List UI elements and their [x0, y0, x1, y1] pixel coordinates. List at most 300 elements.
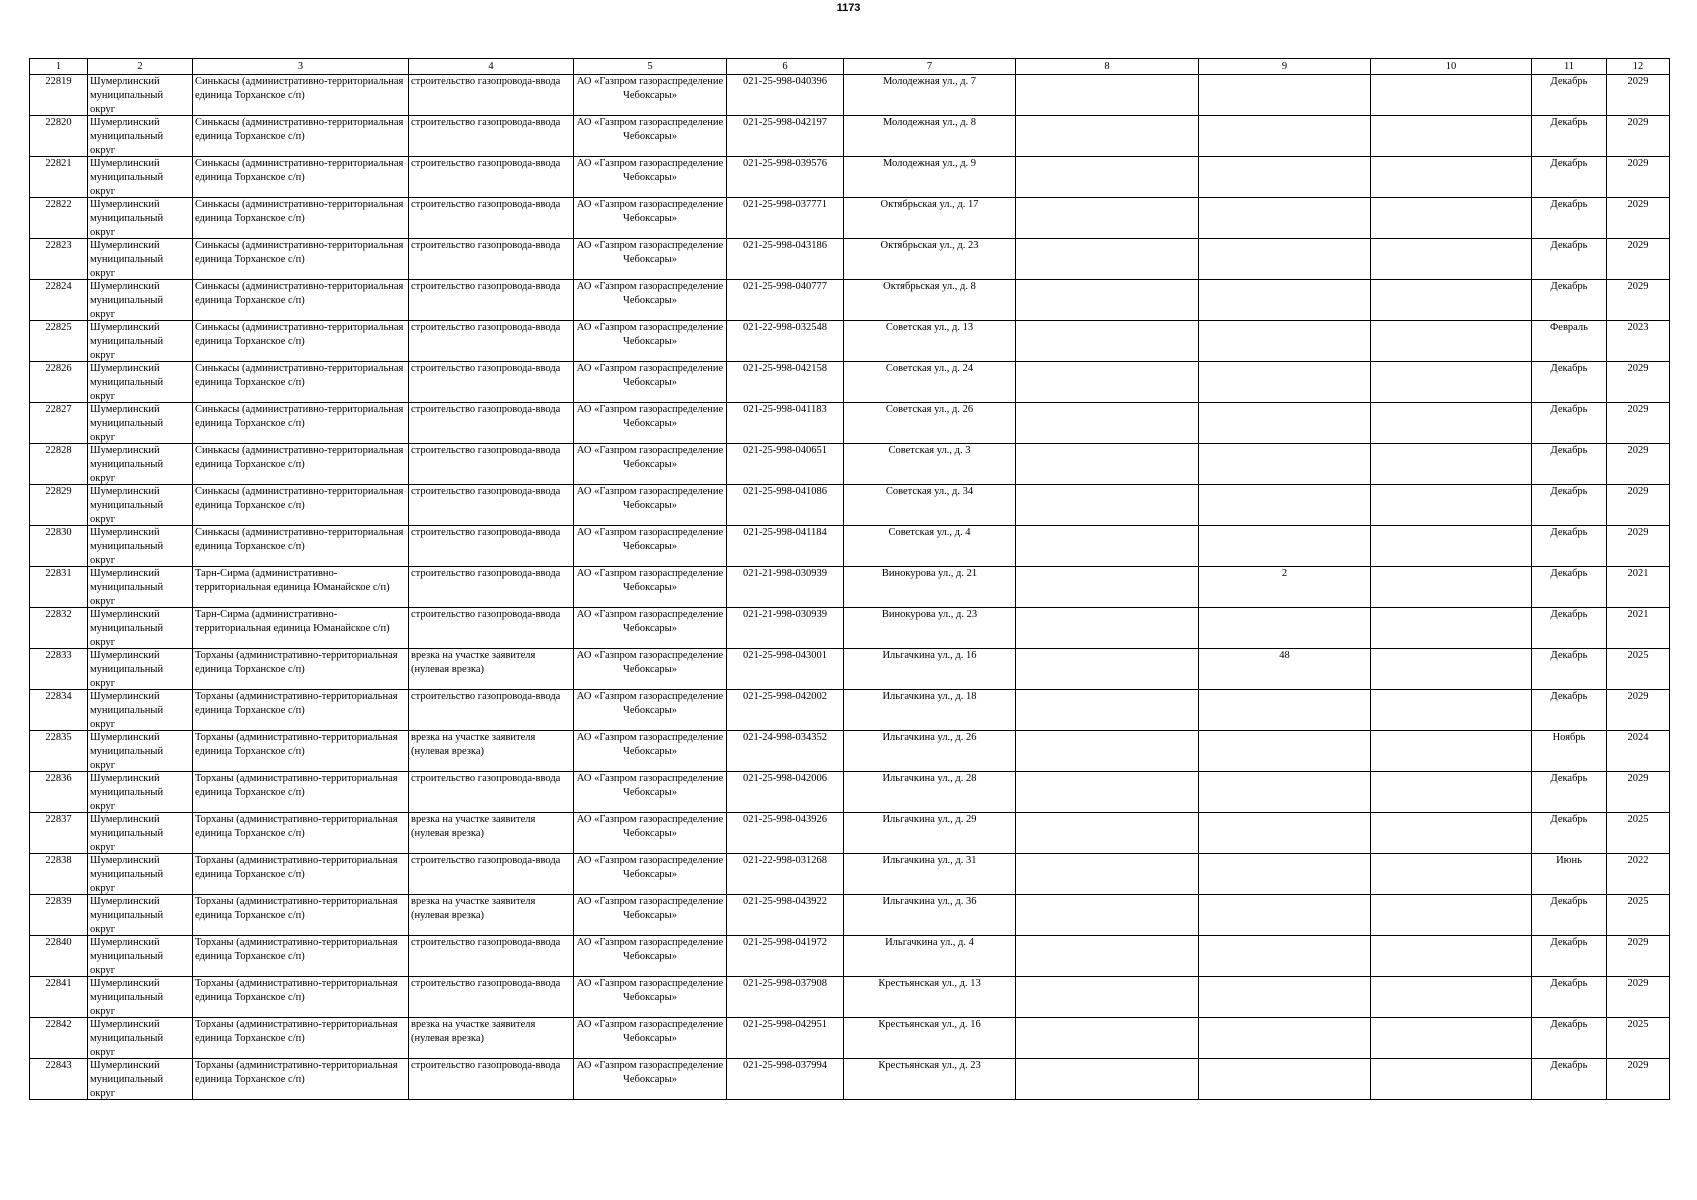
month-cell-text: Февраль [1550, 322, 1588, 333]
application-code-cell [727, 690, 844, 731]
locality-cell [193, 75, 409, 116]
row-number-text: 22820 [45, 117, 72, 128]
column-header-1: 1 [30, 59, 88, 75]
organization-cell [574, 1018, 727, 1059]
district-cell-text: Шумерлинский муниципальный округ [90, 1060, 164, 1099]
application-code-cell [727, 485, 844, 526]
work-type-cell-text: строительство газопровода-ввода [411, 199, 561, 210]
address-cell-text: Ильгачкина ул., д. 31 [882, 855, 977, 866]
locality-cell-text: Синькасы (административно-территориальная единица Торханское с/п) [195, 117, 404, 142]
district-cell-text: Шумерлинский муниципальный округ [90, 732, 164, 771]
address-cell [844, 936, 1016, 977]
address-cell-text: Ильгачкина ул., д. 16 [882, 650, 977, 661]
application-code-cell-text: 021-25-998-041972 [743, 937, 827, 948]
work-type-cell-text: строительство газопровода-ввода [411, 855, 561, 866]
table-row [30, 321, 1670, 362]
locality-cell [193, 116, 409, 157]
year-cell [1607, 444, 1670, 485]
column-9-cell [1199, 977, 1371, 1018]
address-cell [844, 567, 1016, 608]
row-number-text: 22828 [45, 445, 72, 456]
row-number-text: 22842 [45, 1019, 72, 1030]
organization-cell [574, 321, 727, 362]
locality-cell-text: Торханы (административно-территориальная единица Торханское с/п) [195, 855, 398, 880]
month-cell [1532, 649, 1607, 690]
year-cell [1607, 813, 1670, 854]
application-code-cell [727, 608, 844, 649]
month-cell-text: Декабрь [1550, 1060, 1588, 1071]
month-cell [1532, 198, 1607, 239]
row-number [30, 567, 88, 608]
address-cell [844, 1059, 1016, 1100]
row-number [30, 649, 88, 690]
district-cell-text: Шумерлинский муниципальный округ [90, 281, 164, 320]
column-9-cell [1199, 321, 1371, 362]
address-cell [844, 75, 1016, 116]
work-type-cell [409, 977, 574, 1018]
year-cell [1607, 936, 1670, 977]
work-type-cell [409, 1059, 574, 1100]
month-cell [1532, 731, 1607, 772]
year-cell-text: 2029 [1627, 978, 1649, 989]
address-cell [844, 690, 1016, 731]
year-cell [1607, 731, 1670, 772]
district-cell [88, 608, 193, 649]
row-number-text: 22836 [45, 773, 72, 784]
application-code-cell [727, 731, 844, 772]
address-cell [844, 403, 1016, 444]
locality-cell [193, 485, 409, 526]
locality-cell-text: Синькасы (административно-территориальная единица Торханское с/п) [195, 281, 404, 306]
year-cell-text: 2029 [1627, 240, 1649, 251]
address-cell [844, 116, 1016, 157]
table-row [30, 444, 1670, 485]
organization-cell-text: АО «Газпром газораспределение Чебоксары» [576, 527, 724, 552]
column-9-cell [1199, 1018, 1371, 1059]
column-8-cell [1016, 75, 1199, 116]
organization-cell-text: АО «Газпром газораспределение Чебоксары» [576, 650, 724, 675]
year-cell [1607, 239, 1670, 280]
application-code-cell [727, 198, 844, 239]
work-type-cell [409, 444, 574, 485]
application-code-cell [727, 444, 844, 485]
locality-cell [193, 731, 409, 772]
column-10-cell [1371, 608, 1532, 649]
address-cell-text: Крестьянская ул., д. 16 [878, 1019, 981, 1030]
column-9-cell [1199, 403, 1371, 444]
row-number [30, 608, 88, 649]
column-9-cell [1199, 280, 1371, 321]
organization-cell-text: АО «Газпром газораспределение Чебоксары» [576, 322, 724, 347]
column-8-cell [1016, 157, 1199, 198]
district-cell-text: Шумерлинский муниципальный округ [90, 568, 164, 607]
column-8-cell [1016, 731, 1199, 772]
column-10-cell [1371, 526, 1532, 567]
application-code-cell-text: 021-25-998-040396 [743, 76, 827, 87]
month-cell [1532, 157, 1607, 198]
address-cell-text: Крестьянская ул., д. 23 [878, 1060, 981, 1071]
district-cell-text: Шумерлинский муниципальный округ [90, 691, 164, 730]
year-cell-text: 2029 [1627, 445, 1649, 456]
row-number [30, 690, 88, 731]
row-number-text: 22832 [45, 609, 72, 620]
month-cell [1532, 567, 1607, 608]
column-header-11: 11 [1532, 59, 1607, 75]
table-row [30, 813, 1670, 854]
column-10-cell [1371, 690, 1532, 731]
year-cell-text: 2025 [1627, 814, 1649, 825]
address-cell-text: Октябрьская ул., д. 23 [880, 240, 979, 251]
work-type-cell-text: строительство газопровода-ввода [411, 527, 561, 538]
work-type-cell-text: строительство газопровода-ввода [411, 281, 561, 292]
column-8-cell [1016, 321, 1199, 362]
column-9-cell [1199, 239, 1371, 280]
row-number-text: 22830 [45, 527, 72, 538]
row-number [30, 116, 88, 157]
locality-cell [193, 362, 409, 403]
table-row [30, 157, 1670, 198]
organization-cell [574, 567, 727, 608]
page-number: 1173 [836, 2, 861, 14]
column-9-cell [1199, 567, 1371, 608]
column-10-cell [1371, 936, 1532, 977]
table-row [30, 895, 1670, 936]
column-8-cell [1016, 444, 1199, 485]
address-cell-text: Молодежная ул., д. 7 [882, 76, 977, 87]
address-cell-text: Молодежная ул., д. 8 [882, 117, 977, 128]
row-number [30, 485, 88, 526]
organization-cell [574, 157, 727, 198]
organization-cell [574, 444, 727, 485]
column-8-cell [1016, 813, 1199, 854]
column-8-cell [1016, 936, 1199, 977]
work-type-cell [409, 1018, 574, 1059]
district-cell [88, 198, 193, 239]
table-row [30, 1018, 1670, 1059]
locality-cell [193, 649, 409, 690]
locality-cell [193, 567, 409, 608]
month-cell-text: Декабрь [1550, 117, 1588, 128]
district-cell-text: Шумерлинский муниципальный округ [90, 445, 164, 484]
address-cell-text: Ильгачкина ул., д. 29 [882, 814, 977, 825]
year-cell-text: 2029 [1627, 691, 1649, 702]
address-cell [844, 731, 1016, 772]
district-cell-text: Шумерлинский муниципальный округ [90, 404, 164, 443]
locality-cell-text: Торханы (административно-территориальная единица Торханское с/п) [195, 691, 398, 716]
application-code-cell-text: 021-25-998-043186 [743, 240, 827, 251]
year-cell-text: 2025 [1627, 650, 1649, 661]
organization-cell-text: АО «Газпром газораспределение Чебоксары» [576, 158, 724, 183]
table-header [30, 59, 1670, 75]
row-number [30, 239, 88, 280]
district-cell-text: Шумерлинский муниципальный округ [90, 855, 164, 894]
organization-cell-text: АО «Газпром газораспределение Чебоксары» [576, 363, 724, 388]
application-code-cell [727, 649, 844, 690]
address-cell [844, 362, 1016, 403]
locality-cell [193, 157, 409, 198]
locality-cell [193, 1018, 409, 1059]
month-cell-text: Декабрь [1550, 773, 1588, 784]
month-cell-text: Декабрь [1550, 609, 1588, 620]
district-cell [88, 567, 193, 608]
application-code-cell [727, 895, 844, 936]
row-number [30, 280, 88, 321]
district-cell-text: Шумерлинский муниципальный округ [90, 240, 164, 279]
organization-cell-text: АО «Газпром газораспределение Чебоксары» [576, 568, 724, 593]
district-cell-text: Шумерлинский муниципальный округ [90, 1019, 164, 1058]
work-type-cell [409, 321, 574, 362]
column-10-cell [1371, 813, 1532, 854]
year-cell [1607, 362, 1670, 403]
application-code-cell [727, 854, 844, 895]
column-9-cell-text: 48 [1279, 650, 1290, 661]
work-type-cell-text: строительство газопровода-ввода [411, 117, 561, 128]
work-type-cell [409, 731, 574, 772]
organization-cell [574, 75, 727, 116]
column-9-cell [1199, 690, 1371, 731]
locality-cell-text: Синькасы (административно-территориальная единица Торханское с/п) [195, 240, 404, 265]
year-cell-text: 2029 [1627, 117, 1649, 128]
year-cell-text: 2029 [1627, 486, 1649, 497]
column-9-cell-text: 2 [1281, 568, 1288, 579]
locality-cell [193, 895, 409, 936]
column-10-cell [1371, 362, 1532, 403]
column-9-cell [1199, 444, 1371, 485]
work-type-cell [409, 157, 574, 198]
address-cell [844, 608, 1016, 649]
organization-cell-text: АО «Газпром газораспределение Чебоксары» [576, 486, 724, 511]
application-code-cell [727, 567, 844, 608]
organization-cell-text: АО «Газпром газораспределение Чебоксары» [576, 76, 724, 101]
column-header-6: 6 [727, 59, 844, 75]
district-cell [88, 116, 193, 157]
month-cell-text: Декабрь [1550, 691, 1588, 702]
table-row [30, 280, 1670, 321]
month-cell-text: Декабрь [1550, 486, 1588, 497]
application-code-cell [727, 813, 844, 854]
table-row [30, 403, 1670, 444]
work-type-cell [409, 772, 574, 813]
column-header-4: 4 [409, 59, 574, 75]
application-code-cell [727, 1059, 844, 1100]
organization-cell [574, 1059, 727, 1100]
district-cell-text: Шумерлинский муниципальный округ [90, 199, 164, 238]
application-code-cell [727, 116, 844, 157]
organization-cell-text: АО «Газпром газораспределение Чебоксары» [576, 855, 724, 880]
column-8-cell [1016, 854, 1199, 895]
work-type-cell [409, 239, 574, 280]
month-cell-text: Декабрь [1550, 814, 1588, 825]
organization-cell-text: АО «Газпром газораспределение Чебоксары» [576, 773, 724, 798]
address-cell-text: Советская ул., д. 24 [885, 363, 974, 374]
month-cell [1532, 608, 1607, 649]
year-cell [1607, 690, 1670, 731]
work-type-cell-text: строительство газопровода-ввода [411, 568, 561, 579]
locality-cell [193, 321, 409, 362]
year-cell [1607, 75, 1670, 116]
address-cell [844, 280, 1016, 321]
column-8-cell [1016, 1018, 1199, 1059]
organization-cell [574, 649, 727, 690]
locality-cell [193, 936, 409, 977]
work-type-cell-text: строительство газопровода-ввода [411, 322, 561, 333]
column-9-cell [1199, 485, 1371, 526]
application-code-cell-text: 021-25-998-037771 [743, 199, 827, 210]
organization-cell-text: АО «Газпром газораспределение Чебоксары» [576, 445, 724, 470]
district-cell-text: Шумерлинский муниципальный округ [90, 937, 164, 976]
organization-cell-text: АО «Газпром газораспределение Чебоксары» [576, 609, 724, 634]
row-number [30, 895, 88, 936]
month-cell [1532, 116, 1607, 157]
locality-cell-text: Торханы (административно-территориальная единица Торханское с/п) [195, 896, 398, 921]
locality-cell-text: Торханы (административно-территориальная единица Торханское с/п) [195, 732, 398, 757]
column-header-8: 8 [1016, 59, 1199, 75]
district-cell-text: Шумерлинский муниципальный округ [90, 158, 164, 197]
table-row [30, 649, 1670, 690]
year-cell [1607, 485, 1670, 526]
district-cell-text: Шумерлинский муниципальный округ [90, 117, 164, 156]
column-9-cell [1199, 936, 1371, 977]
month-cell-text: Декабрь [1550, 240, 1588, 251]
year-cell [1607, 608, 1670, 649]
year-cell-text: 2029 [1627, 527, 1649, 538]
application-code-cell-text: 021-25-998-043926 [743, 814, 827, 825]
column-8-cell [1016, 895, 1199, 936]
table-row [30, 567, 1670, 608]
address-cell-text: Октябрьская ул., д. 17 [880, 199, 979, 210]
address-cell [844, 977, 1016, 1018]
row-number-text: 22835 [45, 732, 72, 743]
locality-cell [193, 526, 409, 567]
application-code-cell-text: 021-25-998-042951 [743, 1019, 827, 1030]
column-9-cell [1199, 895, 1371, 936]
column-10-cell [1371, 157, 1532, 198]
row-number [30, 198, 88, 239]
column-10-cell [1371, 649, 1532, 690]
district-cell-text: Шумерлинский муниципальный округ [90, 76, 164, 115]
header-row [30, 59, 1670, 75]
organization-cell [574, 731, 727, 772]
address-cell-text: Советская ул., д. 26 [885, 404, 974, 415]
year-cell [1607, 1018, 1670, 1059]
month-cell [1532, 321, 1607, 362]
application-code-cell [727, 362, 844, 403]
address-cell-text: Винокурова ул., д. 21 [881, 568, 978, 579]
organization-cell [574, 239, 727, 280]
district-cell [88, 239, 193, 280]
row-number [30, 977, 88, 1018]
locality-cell-text: Торханы (административно-территориальная единица Торханское с/п) [195, 814, 398, 839]
district-cell-text: Шумерлинский муниципальный округ [90, 814, 164, 853]
column-8-cell [1016, 403, 1199, 444]
column-8-cell [1016, 690, 1199, 731]
month-cell [1532, 239, 1607, 280]
table-row [30, 116, 1670, 157]
address-cell [844, 485, 1016, 526]
locality-cell-text: Синькасы (административно-территориальная единица Торханское с/п) [195, 199, 404, 224]
month-cell [1532, 403, 1607, 444]
organization-cell [574, 813, 727, 854]
month-cell [1532, 1018, 1607, 1059]
row-number [30, 403, 88, 444]
column-9-cell [1199, 157, 1371, 198]
column-8-cell [1016, 362, 1199, 403]
column-10-cell [1371, 567, 1532, 608]
work-type-cell-text: строительство газопровода-ввода [411, 404, 561, 415]
table-body [30, 75, 1670, 1100]
row-number [30, 813, 88, 854]
district-cell [88, 1018, 193, 1059]
column-10-cell [1371, 239, 1532, 280]
column-8-cell [1016, 977, 1199, 1018]
column-8-cell [1016, 239, 1199, 280]
year-cell [1607, 895, 1670, 936]
work-type-cell [409, 690, 574, 731]
locality-cell [193, 198, 409, 239]
month-cell-text: Декабрь [1550, 404, 1588, 415]
column-9-cell [1199, 608, 1371, 649]
table-row [30, 362, 1670, 403]
locality-cell-text: Торханы (административно-территориальная единица Торханское с/п) [195, 1019, 398, 1044]
year-cell-text: 2029 [1627, 1060, 1649, 1071]
organization-cell [574, 116, 727, 157]
table-row [30, 239, 1670, 280]
table-row [30, 75, 1670, 116]
district-cell [88, 157, 193, 198]
row-number [30, 444, 88, 485]
district-cell-text: Шумерлинский муниципальный округ [90, 486, 164, 525]
column-8-cell [1016, 116, 1199, 157]
address-cell [844, 157, 1016, 198]
column-9-cell [1199, 813, 1371, 854]
table-row [30, 977, 1670, 1018]
month-cell-text: Декабрь [1550, 281, 1588, 292]
month-cell-text: Декабрь [1550, 363, 1588, 374]
application-code-cell [727, 321, 844, 362]
locality-cell-text: Торханы (административно-территориальная единица Торханское с/п) [195, 650, 398, 675]
application-code-cell [727, 403, 844, 444]
organization-cell [574, 895, 727, 936]
column-10-cell [1371, 198, 1532, 239]
organization-cell-text: АО «Газпром газораспределение Чебоксары» [576, 404, 724, 429]
table-row [30, 608, 1670, 649]
district-cell [88, 321, 193, 362]
organization-cell [574, 977, 727, 1018]
month-cell-text: Декабрь [1550, 1019, 1588, 1030]
year-cell [1607, 116, 1670, 157]
address-cell [844, 444, 1016, 485]
gas-connection-register-table [29, 58, 1670, 1100]
application-code-cell-text: 021-21-998-030939 [743, 609, 827, 620]
column-10-cell [1371, 75, 1532, 116]
row-number-text: 22825 [45, 322, 72, 333]
row-number-text: 22833 [45, 650, 72, 661]
organization-cell [574, 526, 727, 567]
work-type-cell-text: строительство газопровода-ввода [411, 240, 561, 251]
work-type-cell [409, 198, 574, 239]
table-row [30, 526, 1670, 567]
month-cell-text: Декабрь [1550, 76, 1588, 87]
year-cell-text: 2029 [1627, 404, 1649, 415]
work-type-cell [409, 362, 574, 403]
column-8-cell [1016, 772, 1199, 813]
district-cell [88, 936, 193, 977]
column-9-cell [1199, 526, 1371, 567]
application-code-cell-text: 021-25-998-039576 [743, 158, 827, 169]
organization-cell-text: АО «Газпром газораспределение Чебоксары» [576, 281, 724, 306]
row-number-text: 22824 [45, 281, 72, 292]
organization-cell-text: АО «Газпром газораспределение Чебоксары» [576, 1060, 724, 1085]
